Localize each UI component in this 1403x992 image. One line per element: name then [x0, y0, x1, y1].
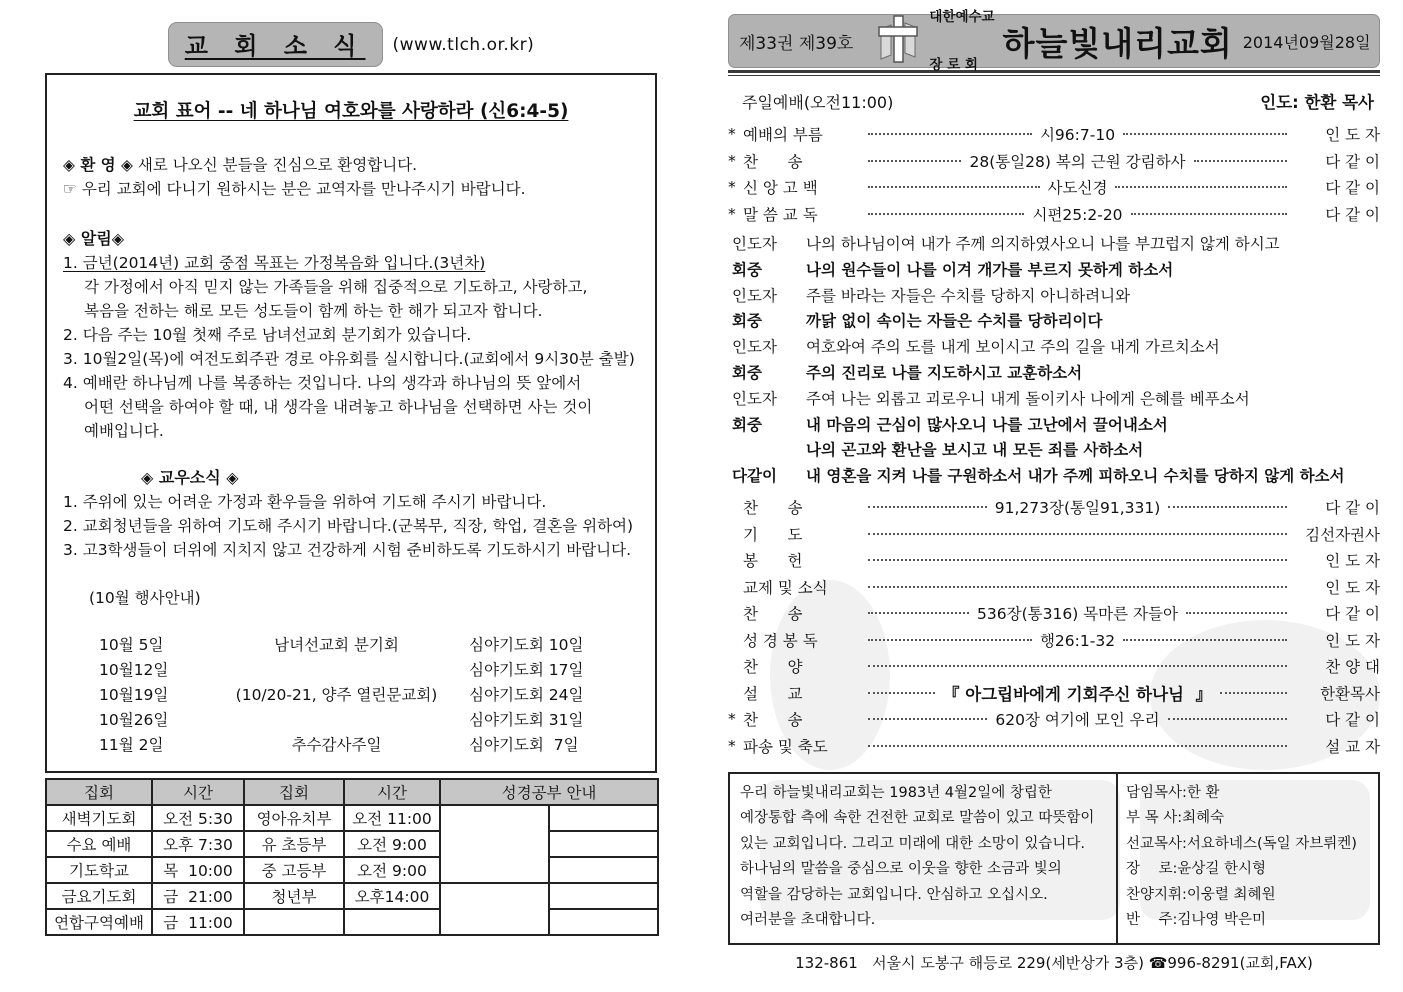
- dotted-leader: [1115, 186, 1287, 188]
- denomination-line2: 장 로 회: [929, 57, 978, 73]
- announcement-line: 1. 금년(2014년) 교회 중점 목표는 가정복음화 입니다.(3년차): [63, 254, 486, 272]
- liturgy-label: 신 앙 고 백: [743, 179, 818, 198]
- event-name: 추수감사주일: [291, 736, 382, 754]
- liturgy-row: [728, 653, 1380, 680]
- schedule-header-row: [46, 779, 658, 805]
- schedule-cell: 금요기도회: [46, 883, 152, 909]
- schedule-cell: 목 10:00: [152, 857, 244, 883]
- liturgy-label: 말 씀 교 독: [743, 205, 818, 224]
- schedule-header-meeting2: 집회: [244, 779, 344, 805]
- liturgy-content: 91,273장(통일91,331): [994, 499, 1161, 518]
- liturgy-label: 교제 및 소식: [743, 578, 828, 597]
- october-events-list: [63, 633, 639, 758]
- schedule-cell: 오후14:00: [344, 883, 440, 909]
- event-name: (10/20-21, 양주 열린문교회): [235, 686, 438, 704]
- liturgy-performer: 인 도 자: [1325, 126, 1381, 145]
- staff-name: 김나영 박은미: [1177, 912, 1266, 929]
- reading-speaker: 회중: [732, 415, 762, 434]
- reading-text: 주를 바라는 자들은 수치를 당하지 아니하려니와: [806, 286, 1131, 305]
- liturgy-star: *: [728, 710, 736, 729]
- staff-separator: :: [1182, 835, 1187, 852]
- dotted-leader: [1186, 612, 1287, 614]
- event-date: 10월26일: [99, 711, 169, 729]
- reading-text: 나의 곤고와 환난을 보시고 내 모든 죄를 사하소서: [806, 441, 1144, 460]
- schedule-cell: 중 고등부: [244, 857, 344, 883]
- schedule-cell: 금 11:00: [152, 909, 244, 935]
- schedule-cell: 오전 11:00: [344, 805, 440, 831]
- dotted-leader: [868, 612, 969, 614]
- schedule-header-bible-study: 성경공부 안내: [440, 779, 658, 805]
- member-news-line: 2. 교회청년들을 위하여 기도해 주시기 바랍니다.(군복무, 직장, 학업, 결혼을 위하여): [63, 517, 634, 535]
- liturgy-content: 시96:7-10: [1039, 126, 1116, 145]
- dotted-leader: [1131, 213, 1287, 215]
- dotted-leader: [868, 718, 987, 720]
- dotted-leader: [868, 586, 1287, 588]
- service-info: [742, 89, 1374, 113]
- reading-speaker: 회중: [732, 363, 762, 382]
- member-news-line: 1. 주위에 있는 어려운 가정과 환우들을 위하여 기도해 주시기 바랍니다.: [63, 493, 547, 511]
- reading-row: [728, 438, 1380, 464]
- bible-study-cell-empty: [549, 805, 658, 831]
- dotted-leader: [868, 160, 961, 162]
- schedule-cell: 연합구역예배: [46, 909, 152, 935]
- dotted-leader: [868, 639, 1032, 641]
- event-night-prayer: 심야기도회 17일: [469, 661, 584, 679]
- liturgy-row: [728, 706, 1380, 733]
- church-intro-line: 있는 교회입니다. 그리고 미래에 대한 소망이 있습니다.: [740, 835, 1086, 852]
- liturgy-performer: 김선자권사: [1305, 525, 1380, 544]
- liturgy-label: 파송 및 축도: [743, 737, 828, 756]
- member-news-list: [63, 490, 639, 562]
- liturgy-row: [728, 600, 1380, 627]
- staff-row: [1126, 781, 1370, 807]
- schedule-cell: 영아유치부: [244, 805, 344, 831]
- schedule-cell: [244, 909, 344, 935]
- schedule-cell: 유 초등부: [244, 831, 344, 857]
- liturgy-label: 성 경 봉 독: [743, 631, 818, 650]
- cross-icon: [875, 15, 921, 67]
- bible-study-cell-empty: [440, 883, 549, 935]
- staff-box: [1118, 774, 1378, 943]
- table-row: [46, 831, 658, 857]
- announcements-heading: ◈ 알림◈: [63, 229, 125, 248]
- reading-speaker: 인도자: [732, 235, 777, 253]
- schedule-cell: 오전 9:00: [344, 831, 440, 857]
- bulletin-right-page: [728, 9, 1381, 973]
- liturgy-row: [728, 732, 1380, 759]
- liturgy-star: *: [728, 178, 736, 197]
- church-intro-line: 우리 하늘빛내리교회는 1983년 4월2일에 창립한: [740, 784, 1052, 801]
- event-date: 11월 2일: [99, 736, 164, 754]
- liturgy-row: [728, 121, 1380, 148]
- liturgy-performer: 다 같 이: [1325, 179, 1380, 198]
- announcement-line: 어떤 선택을 하여야 할 때, 내 생각을 내려놓고 하나님을 선택하면 사는 것이: [84, 398, 593, 416]
- liturgy-row: [728, 148, 1380, 175]
- liturgy-label: 예배의 부름: [743, 126, 823, 145]
- staff-name: 최혜숙: [1182, 810, 1225, 827]
- liturgy-content: 536장(통316) 목마른 자들아: [977, 605, 1178, 624]
- liturgy-row: [728, 174, 1380, 201]
- denomination-label: [929, 0, 994, 105]
- responsive-reading: [728, 232, 1380, 490]
- schedule-cell: [344, 909, 440, 935]
- reading-row: [728, 361, 1380, 387]
- reading-row: [728, 335, 1380, 361]
- liturgy-row: [728, 547, 1380, 574]
- schedule-header-time1: 시간: [152, 779, 244, 805]
- event-row: [63, 658, 639, 683]
- reading-text: 주의 진리로 나를 지도하시고 교훈하소서: [806, 363, 1083, 382]
- staff-separator: :: [1172, 861, 1178, 878]
- liturgy-label: 찬 송: [743, 711, 803, 730]
- staff-role: 선교목사: [1126, 835, 1183, 852]
- schedule-cell: 새벽기도회: [46, 805, 152, 831]
- dotted-leader: [1220, 692, 1287, 694]
- reading-speaker: 다같이: [732, 467, 777, 486]
- bible-study-cell-empty: [549, 883, 658, 909]
- schedule-header-meeting1: 집회: [46, 779, 152, 805]
- dotted-leader: [868, 506, 987, 508]
- liturgy-label: 기 도: [743, 525, 803, 544]
- schedule-cell: 오전 9:00: [344, 857, 440, 883]
- liturgy-performer: 다 같 이: [1325, 152, 1380, 171]
- event-night-prayer: 심야기도회 31일: [469, 711, 584, 729]
- staff-name: 윤상길 한시형: [1177, 861, 1266, 878]
- liturgy-content: 620장 여기에 모인 우리: [995, 711, 1160, 730]
- liturgy-performer: 인 도 자: [1325, 552, 1380, 571]
- schedule-cell: 기도학교: [46, 857, 152, 883]
- dotted-leader: [1168, 718, 1287, 720]
- staff-separator: :: [1172, 912, 1178, 929]
- address-footer: 132-861 서울시 도봉구 해등로 229(세반상가 3층) ☎996-8291(교회,FAX): [795, 953, 1313, 972]
- dotted-leader: [868, 186, 1040, 188]
- church-intro-box: [730, 774, 1118, 943]
- event-row: [63, 633, 639, 658]
- event-row: [63, 683, 639, 708]
- staff-row: [1126, 832, 1370, 858]
- reading-text: 나의 하나님이여 내가 주께 의지하였사오니 나를 부끄럽지 않게 하시고: [806, 235, 1280, 253]
- reading-row: [728, 464, 1380, 490]
- table-row: [46, 805, 658, 831]
- liturgy-section-1: [728, 121, 1380, 227]
- schedule-cell: 금 21:00: [152, 883, 244, 909]
- schedule-cell: 수요 예배: [46, 831, 152, 857]
- liturgy-content: 사도신경: [1047, 179, 1108, 198]
- event-name: [204, 658, 469, 683]
- event-date: 10월12일: [99, 661, 169, 679]
- dotted-leader: [868, 559, 1287, 561]
- liturgy-performer: 다 같 이: [1325, 711, 1380, 730]
- issue-volume: 제33권 제39호: [739, 33, 854, 54]
- liturgy-row: [728, 573, 1380, 600]
- reading-row: [728, 387, 1380, 413]
- event-date: 10월 5일: [99, 636, 164, 654]
- reading-row: [728, 232, 1380, 258]
- liturgy-label: 설 교: [743, 684, 803, 703]
- reading-row: [728, 284, 1380, 310]
- staff-role: 반 주: [1126, 912, 1173, 929]
- church-motto: [63, 97, 639, 123]
- liturgy-row: [728, 494, 1380, 521]
- table-row: [46, 909, 658, 935]
- liturgy-label: 찬 송: [743, 152, 803, 171]
- staff-separator: :: [1177, 810, 1183, 827]
- event-night-prayer: 심야기도회 7일: [469, 736, 579, 754]
- welcome-heading: ◈ 환 영 ◈: [63, 156, 133, 174]
- liturgy-performer: 인 도 자: [1325, 578, 1380, 597]
- october-events-heading: (10월 행사안내): [89, 589, 201, 607]
- reading-speaker: 인도자: [732, 389, 777, 408]
- reading-row: [728, 309, 1380, 335]
- announcement-line: 2. 다음 주는 10월 첫째 주로 남녀선교회 분기회가 있습니다.: [63, 326, 472, 344]
- masthead-divider: [728, 70, 1380, 76]
- left-page-header: [45, 22, 657, 67]
- dotted-leader: [868, 133, 1032, 135]
- liturgy-performer: 인 도 자: [1325, 631, 1381, 650]
- dotted-leader: [1194, 160, 1287, 162]
- dotted-leader: [868, 213, 1024, 215]
- dotted-leader: [868, 665, 1287, 667]
- liturgy-performer: 다 같 이: [1325, 499, 1381, 518]
- liturgy-star: *: [728, 204, 736, 223]
- announcement-line: 예배입니다.: [84, 422, 164, 440]
- welcome-line: [63, 153, 639, 177]
- reading-text: 내 마음의 근심이 많사오니 나를 고난에서 끌어내소서: [806, 415, 1168, 434]
- denomination-line1: 대한예수교: [929, 9, 995, 25]
- reading-row: [728, 258, 1380, 284]
- church-website-url: (www.tlch.or.kr): [392, 34, 535, 55]
- table-row: [46, 857, 658, 883]
- schedule-cell: 오후 7:30: [152, 831, 244, 857]
- liturgy-label: 찬 양: [743, 658, 803, 677]
- staff-row: [1126, 806, 1370, 832]
- staff-separator: :: [1182, 886, 1187, 903]
- announcement-line: 각 가정에서 아직 믿지 않는 가족들을 위해 집중적으로 기도하고, 사랑하고,: [84, 278, 588, 296]
- reading-speaker: 회중: [732, 312, 762, 331]
- bible-study-cell-empty: [549, 857, 658, 883]
- liturgy-label: 봉 헌: [743, 552, 803, 571]
- announcement-line: 3. 10월2일(목)에 여전도회주관 경로 야유회를 실시합니다.(교회에서 9시30분 출발): [63, 350, 635, 368]
- welcome-text: 새로 나오신 분들을 진심으로 환영합니다.: [132, 156, 418, 174]
- reading-speaker: [732, 438, 806, 464]
- staff-role: 장 로: [1126, 861, 1173, 878]
- liturgy-content: 행26:1-32: [1039, 631, 1116, 650]
- left-page-content-box: [45, 73, 657, 773]
- bible-study-cell-empty: [440, 805, 549, 883]
- event-name: [204, 708, 469, 733]
- member-news-line: 3. 고3학생들이 더위에 지치지 않고 건강하게 시험 준비하도록 기도하시기 바랍니다.: [63, 541, 632, 559]
- dotted-leader: [868, 745, 1287, 747]
- church-motto-text: 교회 표어 -- 네 하나님 여호와를 사랑하라 (신6:4-5): [133, 101, 569, 122]
- liturgy-star: *: [728, 151, 736, 170]
- event-name: 남녀선교회 분기회: [274, 636, 399, 654]
- liturgy-performer: 설 교 자: [1325, 737, 1380, 756]
- dotted-leader: [868, 533, 1287, 535]
- liturgy-label: 찬 송: [743, 605, 803, 624]
- church-intro-line: 하나님의 말씀을 중심으로 이웃을 향한 소금과 빛의: [740, 861, 1062, 878]
- event-night-prayer: 심야기도회 10일: [469, 636, 584, 654]
- announcement-line: 복음을 전하는 해로 모든 성도들이 함께 하는 한 해가 되고자 합니다.: [84, 302, 543, 320]
- staff-role: 부 목 사: [1126, 810, 1178, 827]
- service-title: 주일예배(오전11:00): [742, 93, 894, 112]
- staff-name: 한 환: [1186, 784, 1220, 801]
- schedule-cell: 오전 5:30: [152, 805, 244, 831]
- church-intro-line: 예장통합 측에 속한 건전한 교회로 말씀이 있고 따뜻함이: [740, 810, 1095, 827]
- church-news-title: [168, 22, 383, 67]
- church-intro-line: 여러분을 초대합니다.: [740, 912, 876, 929]
- liturgy-star: *: [728, 736, 736, 755]
- liturgy-performer: 다 같 이: [1325, 605, 1380, 624]
- church-name: 하늘빛내리교회: [1002, 23, 1233, 63]
- liturgy-row: [728, 201, 1380, 228]
- dotted-leader: [868, 692, 935, 694]
- reading-speaker: 인도자: [732, 338, 777, 357]
- reading-speaker: 회중: [732, 260, 762, 279]
- issue-date: 2014년09월28일: [1242, 32, 1371, 52]
- schedule-cell: 청년부: [244, 883, 344, 909]
- liturgy-star: *: [728, 125, 736, 144]
- dotted-leader: [1123, 639, 1287, 641]
- welcome-section: [63, 153, 639, 201]
- liturgy-performer: 찬 양 대: [1325, 658, 1380, 677]
- staff-name: 이웅렬 최혜원: [1186, 886, 1276, 903]
- church-news-title-text: 교 회 소 식: [184, 32, 366, 60]
- staff-separator: :: [1182, 784, 1187, 801]
- reading-text: 까닭 없이 속이는 자들은 수치를 당하리이다: [806, 312, 1103, 331]
- weekly-schedule-table: [45, 778, 659, 936]
- reading-text: 주여 나는 외롭고 괴로우니 내게 돌이키사 나에게 은혜를 베푸소서: [806, 389, 1250, 408]
- reading-speaker: 인도자: [732, 286, 777, 305]
- liturgy-section-2: [728, 494, 1380, 759]
- event-row: [63, 733, 639, 758]
- liturgy-content: 『 아그립바에게 기회주신 하나님 』: [943, 684, 1212, 704]
- schedule-header-time2: 시간: [344, 779, 440, 805]
- table-row: [46, 883, 658, 909]
- service-leader: 인도: 한환 목사: [1260, 93, 1374, 112]
- dotted-leader: [1123, 133, 1287, 135]
- church-intro-line: 역할을 감당하는 교회입니다. 안심하고 오십시오.: [740, 886, 1048, 903]
- dotted-leader: [1168, 506, 1287, 508]
- welcome-note: ☞ 우리 교회에 다니기 원하시는 분은 교역자를 만나주시기 바랍니다.: [63, 180, 526, 198]
- staff-row: [1126, 857, 1370, 883]
- bulletin-left-page: [45, 22, 657, 936]
- staff-row: [1126, 883, 1370, 909]
- staff-row: [1126, 908, 1370, 934]
- liturgy-row: [728, 520, 1380, 547]
- event-night-prayer: 심야기도회 24일: [469, 686, 584, 704]
- reading-text: 여호와여 주의 도를 내게 보이시고 주의 길을 내게 가르치소서: [806, 338, 1220, 357]
- staff-name: 서요하네스(독일 자브뤼켄): [1186, 835, 1357, 852]
- announcement-line: 4. 예배란 하나님께 나를 복종하는 것입니다. 나의 생각과 하나님의 뜻 앞에서: [63, 374, 582, 392]
- masthead-bar: [728, 9, 1380, 73]
- event-date: 10월19일: [99, 686, 169, 704]
- event-row: [63, 708, 639, 733]
- liturgy-content: 28(통일28) 복의 근원 강림하사: [969, 152, 1186, 171]
- liturgy-label: 찬 송: [743, 499, 803, 518]
- reading-text: 내 영혼을 지켜 나를 구원하소서 내가 주께 피하오니 수치를 당하지 않게 하소서: [806, 467, 1345, 486]
- reading-text: 나의 원수들이 나를 이겨 개가를 부르지 못하게 하소서: [806, 260, 1174, 279]
- bible-study-cell-empty: [549, 831, 658, 857]
- announcements-list: [63, 251, 639, 443]
- reading-row: [728, 413, 1380, 439]
- member-news-heading: ◈ 교우소식 ◈: [141, 468, 239, 487]
- bible-study-cell-empty: [549, 909, 658, 935]
- liturgy-content: 시편25:2-20: [1032, 205, 1123, 224]
- liturgy-performer: 다 같 이: [1325, 205, 1381, 224]
- info-boxes: [728, 772, 1380, 945]
- liturgy-row: [728, 679, 1380, 706]
- staff-role: 찬양지휘: [1126, 886, 1183, 903]
- liturgy-performer: 한환목사: [1320, 684, 1380, 703]
- staff-role: 담임목사: [1126, 784, 1183, 801]
- liturgy-row: [728, 626, 1380, 653]
